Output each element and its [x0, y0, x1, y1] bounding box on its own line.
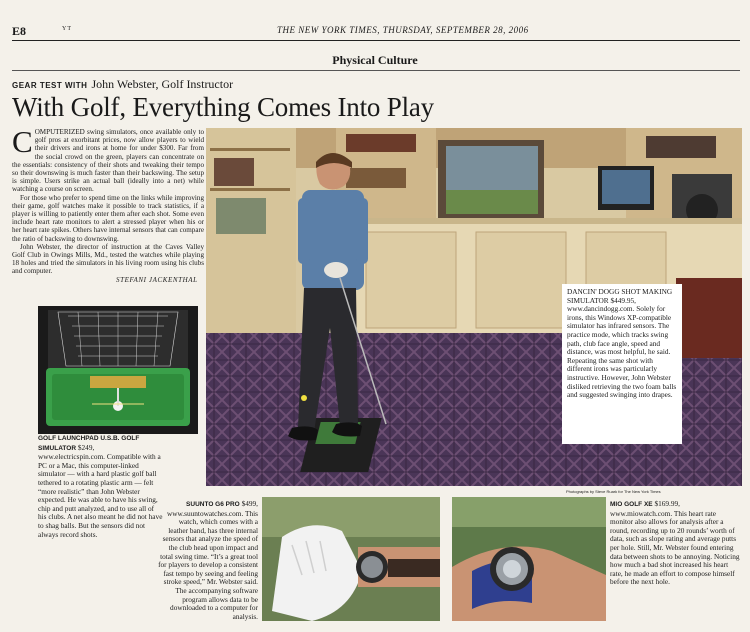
- gear-person: John Webster, Golf Instructor: [91, 77, 234, 91]
- top-rule: [12, 40, 740, 41]
- kicker: [12, 77, 233, 92]
- section-title: Physical Culture: [332, 53, 418, 67]
- product-price: $249, www.electricspin.com.: [38, 442, 106, 462]
- intro-text: [12, 124, 204, 276]
- product-description: This heart rate monitor also allows for analysis after a round, recording up to 20 rounds’ worth of data, such as slope rating and average putts per hole. Still, Mr. Webster found entering data between shots to be annoying. Noticing how much a bad shot increased his heart rate, he made an effort to compose himself before the next hole.: [610, 508, 740, 587]
- product-name: DANCIN' DOGG SHOT MAKING SIMULATOR: [567, 287, 673, 305]
- product-description: Compatible with a PC or a Mac, this computer-linked simulator — with a hard plastic golf ball tethered to a rotating plastic arm — felt “more realistic” than John Webster expected. He was able to have his swing, chip and putt analyzed, and to use all of his clubs. A net also meant he did not have to shag balls. But the sensors did not always record shots.: [38, 452, 163, 539]
- page-number: E8: [12, 24, 27, 38]
- byline: STEFANI JACKENTHAL: [116, 276, 198, 284]
- suunto-watch-photo: [262, 497, 440, 621]
- product-price: $169.99, www.miowatch.com.: [610, 499, 680, 518]
- intro-paragraph-2: For those who prefer to spend time on the links while improving their game, golf watches make it possible to track statistics, if a player is willing to patiently enter them after each shot. Some even include heart rate monitors to alert a stressed player when his or her heart rate spikes. Others have internal sensors that can compare the ratio of backswing to downswing.: [12, 193, 204, 243]
- headline: With Golf, Everything Comes Into Play: [12, 92, 434, 122]
- product-price: $499, www.suuntowatches.com.: [166, 499, 258, 518]
- intro-paragraph-1: [12, 124, 204, 194]
- product-name: MIO GOLF XE: [610, 501, 653, 508]
- page-folio: [12, 24, 738, 36]
- product-price: $449.95, www.dancindogg.com.: [567, 295, 637, 314]
- dancin-dogg-caption: [562, 284, 682, 444]
- mio-photo: [452, 497, 606, 621]
- product-name: SUUNTO G6 PRO: [186, 501, 240, 508]
- mio-watch-photo: [452, 497, 606, 621]
- edition-code: YT: [62, 26, 72, 32]
- section-rule: [12, 70, 740, 71]
- launchpad-photo: [38, 306, 198, 434]
- suunto-caption: [158, 500, 258, 621]
- product-description: This watch, which comes with a leather band, has three internal sensors that analyze the speed of the club head upon impact and total swing time. “It’s a great tool for players to develop a consistent fast tempo by seeing and feeling stroke speed,” Mr. Webster said. The accompanying software program allows data to be downloaded to a computer for analysis.: [158, 508, 258, 621]
- dateline: THE NEW YORK TIMES, THURSDAY, SEPTEMBER 28, 2006: [277, 25, 529, 35]
- product-description: Solely for irons, this Windows XP-compatible simulator has infrared sensors. The practice mode, which tracks swing path, club face angle, speed and distance, was most helpful, he said. Repeating the same shot with different irons was particularly instructive. However, John Webster disliked retrieving the two foam balls and suggested swinging into drapes.: [567, 304, 677, 400]
- drop-cap: C: [12, 124, 33, 159]
- launchpad-simulator-photo: [38, 306, 198, 434]
- gear-label: GEAR TEST WITH: [12, 81, 88, 90]
- product-name: GOLF LAUNCHPAD U.S.B. GOLF SIMULATOR: [38, 435, 140, 452]
- launchpad-caption: [38, 434, 163, 539]
- mio-caption: [610, 500, 740, 587]
- intro-paragraph-3: John Webster, the director of instruction at the Caves Valley Golf Club in Owings Mills, Md., tested the watches while playing 18 holes and tried the simulators in his living room using his clubs and computer.: [12, 242, 204, 276]
- photo-credit: Photographs by Steve Ruark for The New York Times: [566, 489, 661, 494]
- intro-lead: OMPUTERIZED swing simulators, once available only to golf pros at exorbitant prices, now allow players to wield their drivers and irons at home for under $300. Far from the social crowd on the green, players can concentrate on the essentials: consistency of their shots and tweaking their tempo so their downswing is much faster than their backswing. The setup is simple. Users strike an actual ball (ideally into a net) while watching a course on screen.: [12, 128, 204, 194]
- suunto-photo: [262, 497, 440, 621]
